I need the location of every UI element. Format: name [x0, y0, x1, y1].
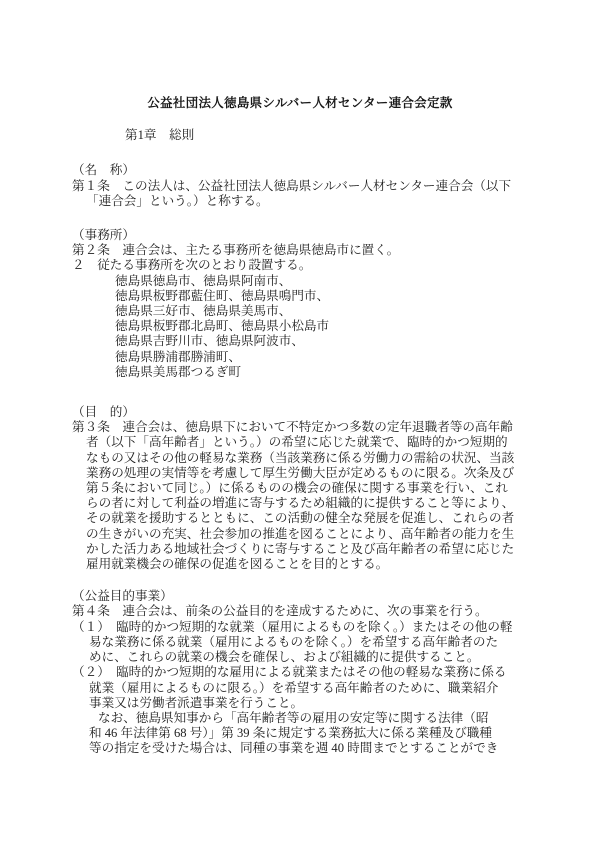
text-line: 徳島県吉野川市、徳島県阿波市、	[115, 334, 304, 349]
text-line: 第１条 この法人は、公益社団法人徳島県シルバー人材センター連合会（以下	[72, 178, 512, 193]
document-title: 公益社団法人徳島県シルバー人材センター連合会定款	[147, 96, 453, 110]
text-line: ２ 従たる事務所を次のとおり設置する。	[72, 258, 312, 273]
text-line: 第３条 連合会は、徳島県下において不特定かつ多数の定年退職者等の高年齢	[72, 420, 513, 435]
text-line: 雇用就業機会の確保の促進を図ることを目的とする。	[86, 557, 389, 572]
text-line: 就業（雇用によるものに限る。）を希望する高年齢者のために、職業紹介	[89, 680, 499, 695]
text-line: 事業又は労働者派遣事業を行うこと。	[89, 695, 304, 710]
text-line: なもの又はその他の軽易な業務（当該業務に係る労働力の需給の状況、当該	[86, 450, 515, 465]
text-line: 業務の処理の実情等を考慮して厚生労働大臣が定めるものに限る。次条及び	[86, 465, 515, 480]
text-line: 和 46 年法律第 68 号）」第 39 条に規定する業務拡大に係る業種及び職種	[89, 726, 492, 741]
text-line: なお、徳島県知事から「高年齢者等の雇用の安定等に関する法律（昭	[98, 710, 489, 725]
section-heading: （公益目的事業）	[72, 589, 173, 604]
article-section	[72, 405, 540, 572]
text-line: 徳島県徳島市、徳島県阿南市、	[115, 273, 292, 288]
article-section	[72, 589, 540, 756]
text-line: 第２条 連合会は、主たる事務所を徳島県徳島市に置く。	[72, 243, 400, 258]
text-line: 第４条 連合会は、前条の公益目的を達成するために、次の事業を行う。	[72, 604, 488, 619]
text-line: 徳島県勝浦郡勝浦町、	[115, 349, 241, 364]
article-section	[72, 163, 540, 209]
text-line: 徳島県美馬郡つるぎ町	[115, 364, 241, 379]
text-line: 徳島県板野郡北島町、徳島県小松島市	[115, 319, 330, 334]
text-line: の生きがいの充実、社会参加の推進を図ることにより、高年齢者の能力を生	[86, 526, 515, 541]
document-body	[72, 163, 540, 756]
text-line: 等の指定を受けた場合は、同種の事業を週 40 時間までとすることができ	[89, 741, 499, 756]
text-line: その就業を援助するとともに、この活動の健全な発展を促進し、これらの者	[86, 511, 515, 526]
section-heading: （事務所）	[72, 228, 135, 243]
section-heading: （名 称）	[72, 163, 135, 178]
article-section	[72, 228, 540, 380]
text-line: （２） 臨時的かつ短期的な雇用による就業またはその他の軽易な業務に係る	[72, 665, 507, 680]
text-line: 者（以下「高年齢者」という。）の希望に応じた就業で、臨時的かつ短期的	[86, 435, 508, 450]
text-line: 徳島県三好市、徳島県美馬市、	[115, 304, 292, 319]
text-line: （１） 臨時的かつ短期的な就業（雇用によるものを除く。）またはその他の軽	[72, 619, 513, 634]
text-line: めに、これらの就業の機会を確保し、および組織的に提供すること。	[89, 650, 480, 665]
text-line: らの者に対して利益の増進に寄与するため組織的に提供すること等により、	[86, 496, 515, 511]
text-line: 「連合会」という。）と称する。	[86, 193, 269, 208]
text-line: かした活力ある地域社会づくりに寄与すること及び高年齢者の希望に応じた	[86, 541, 515, 556]
text-line: 第５条において同じ。）に係るものの機会の確保に関する事業を行い、これ	[86, 481, 508, 496]
text-line: 徳島県板野郡藍住町、徳島県鳴門市、	[115, 288, 330, 303]
text-line: 易な業務に係る就業（雇用によるものを除く。）を希望する高年齢者のた	[89, 634, 499, 649]
chapter-heading: 第1章 総則	[125, 128, 195, 143]
section-heading: （目 的）	[72, 405, 135, 420]
